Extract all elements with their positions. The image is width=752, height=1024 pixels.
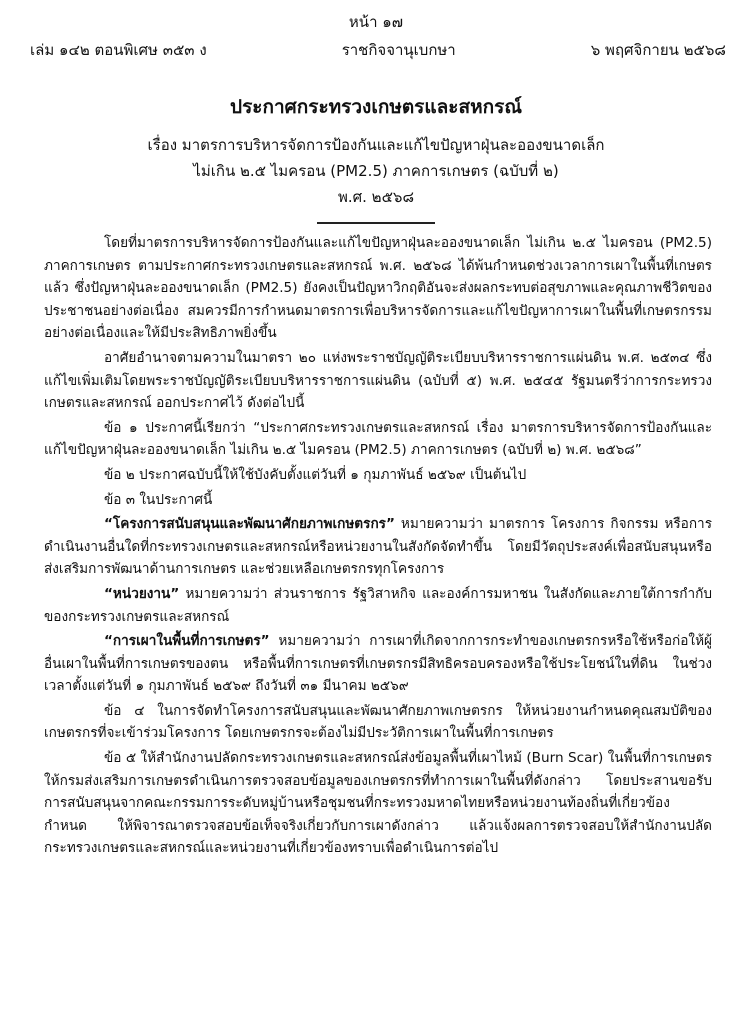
definition-burning (44, 630, 712, 698)
definition-text: หมายความว่า การเผาที่เกิดจากการกระทำของเกษตรกรหรือใช้หรือก่อให้ผู้อื่นเผาในพื้นที่การเกษตรของตน หรือพื้นที่การเกษตรที่เกษตรกรมีสิทธิครอบครองหรือใช้ประโยชน์ในที่ดิน ในช่วงเวลาตั้งแต่วันที่ ๑ กุมภาพันธ์ ๒๕๖๙ ถึงวันที่ ๓๑ มีนาคม ๒๕๖๙ (44, 633, 712, 695)
subject-line-2: ไม่เกิน ๒.๕ ไมครอน (PM2.5) ภาคการเกษตร (ฉบับที่ ๒) (193, 162, 559, 180)
definition-term: “โครงการสนับสนุนและพัฒนาศักยภาพเกษตรกร” (104, 516, 395, 533)
clause-1: ข้อ ๑ ประกาศนี้เรียกว่า “ประกาศกระทรวงเกษตรและสหกรณ์ เรื่อง มาตรการบริหารจัดการป้องกันและแก้ไขปัญหาฝุ่นละอองขนาดเล็ก ไม่เกิน ๒.๕ ไมครอน (PM2.5) ภาคการเกษตร (ฉบับที่ ๒) พ.ศ. ๒๕๖๘” (44, 419, 712, 459)
announcement-body (44, 232, 712, 860)
definition-term: “หน่วยงาน” (104, 585, 180, 602)
definition-text: หมายความว่า ส่วนราชการ รัฐวิสาหกิจ และองค์การมหาชน ในสังกัดและภายใต้การกำกับของกระทรวงเกษตรและสหกรณ์ (44, 585, 712, 625)
clause-3: ข้อ ๓ ในประกาศนี้ (104, 491, 213, 508)
definition-term: “การเผาในพื้นที่การเกษตร” (104, 633, 270, 650)
announcement-title: ประกาศกระทรวงเกษตรและสหกรณ์ (230, 96, 522, 118)
publication-date: ๖ พฤศจิกายน ๒๕๖๘ (590, 41, 726, 59)
page-number: หน้า ๑๗ (348, 13, 404, 31)
authority-paragraph: อาศัยอำนาจตามความในมาตรา ๒๐ แห่งพระราชบัญญัติระเบียบบริหารราชการแผ่นดิน พ.ศ. ๒๕๓๔ ซึ่งแก้ไขเพิ่มเติมโดยพระราชบัญญัติระเบียบบริหารราชการแผ่นดิน (ฉบับที่ ๕) พ.ศ. ๒๕๔๕ รัฐมนตรีว่าการกระทรวงเกษตรและสหกรณ์ ออกประกาศไว้ ดังต่อไปนี้ (44, 349, 712, 412)
clause-2: ข้อ ๒ ประกาศฉบับนี้ให้ใช้บังคับตั้งแต่วันที่ ๑ กุมภาพันธ์ ๒๕๖๙ เป็นต้นไป (104, 466, 527, 483)
preamble-paragraph: โดยที่มาตรการบริหารจัดการป้องกันและแก้ไขปัญหาฝุ่นละอองขนาดเล็ก ไม่เกิน ๒.๕ ไมครอน (PM2.5) ภาคการเกษตร ตามประกาศกระทรวงเกษตรและสหกรณ์ พ.ศ. ๒๕๖๘ ได้พ้นกำหนดช่วงเวลาการเผาในพื้นที่เกษตรแล้ว ซึ่งปัญหาฝุ่นละอองขนาดเล็ก (PM2.5) ยังคงเป็นปัญหาวิกฤติอันจะส่งผลกระทบต่อสุขภาพและคุณภาพชีวิตของประชาชนอย่างต่อเนื่อง สมควรมีการกำหนดมาตรการเพื่อบริหารจัดการและแก้ไขปัญหาการเผาในพื้นที่เกษตรกรรมอย่างต่อเนื่องและให้มีประสิทธิภาพยิ่งขึ้น (44, 235, 712, 342)
clause-5: ข้อ ๕ ให้สำนักงานปลัดกระทรวงเกษตรและสหกรณ์ส่งข้อมูลพื้นที่เผาไหม้ (Burn Scar) ในพื้นที่การเกษตรให้กรมส่งเสริมการเกษตรดำเนินการตรวจสอบข้อมูลของเกษตรกรที่ทำการเผาในพื้นที่ดังกล่าว โดยประสานขอรับการสนับสนุนจากคณะกรรมการระดับหมู่บ้านหรือชุมชนที่กระทรวงมหาดไทยหรือหน่วยงานท้องถิ่นที่เกี่ยวข้องกำหนด ให้พิจารณาตรวจสอบข้อเท็จจริงเกี่ยวกับการเผาดังกล่าว แล้วแจ้งผลการตรวจสอบให้สำนักงานปลัดกระทรวงเกษตรและสหกรณ์และหน่วยงานที่เกี่ยวข้องทราบเพื่อดำเนินการต่อไป (44, 750, 712, 857)
gazette-header (30, 38, 726, 62)
volume-info: เล่ม ๑๔๒ ตอนพิเศษ ๓๕๓ ง (30, 41, 207, 59)
definition-program (44, 513, 712, 581)
title-divider (317, 222, 435, 224)
announcement-title-block (0, 92, 752, 224)
publication-name: ราชกิจจานุเบกษา (341, 41, 456, 59)
definition-agency (44, 583, 712, 628)
clause-4: ข้อ ๔ ในการจัดทำโครงการสนับสนุนและพัฒนาศักยภาพเกษตรกร ให้หน่วยงานกำหนดคุณสมบัติของเกษตรกรที่จะเข้าร่วมโครงการ โดยเกษตรกรจะต้องไม่มีประวัติการเผาในพื้นที่การเกษตร (44, 702, 712, 742)
subject-line-1: เรื่อง มาตรการบริหารจัดการป้องกันและแก้ไขปัญหาฝุ่นละอองขนาดเล็ก (147, 136, 605, 154)
announcement-year: พ.ศ. ๒๕๖๘ (337, 188, 415, 206)
definition-text: หมายความว่า มาตรการ โครงการ กิจกรรม หรือการดำเนินงานอื่นใดที่กระทรวงเกษตรและสหกรณ์หรือหน่วยงานในสังกัดจัดทำขึ้น โดยมีวัตถุประสงค์เพื่อสนับสนุนหรือส่งเสริมการพัฒนาด้านการเกษตร และช่วยเหลือเกษตรกรทุกโครงการ (44, 516, 712, 578)
